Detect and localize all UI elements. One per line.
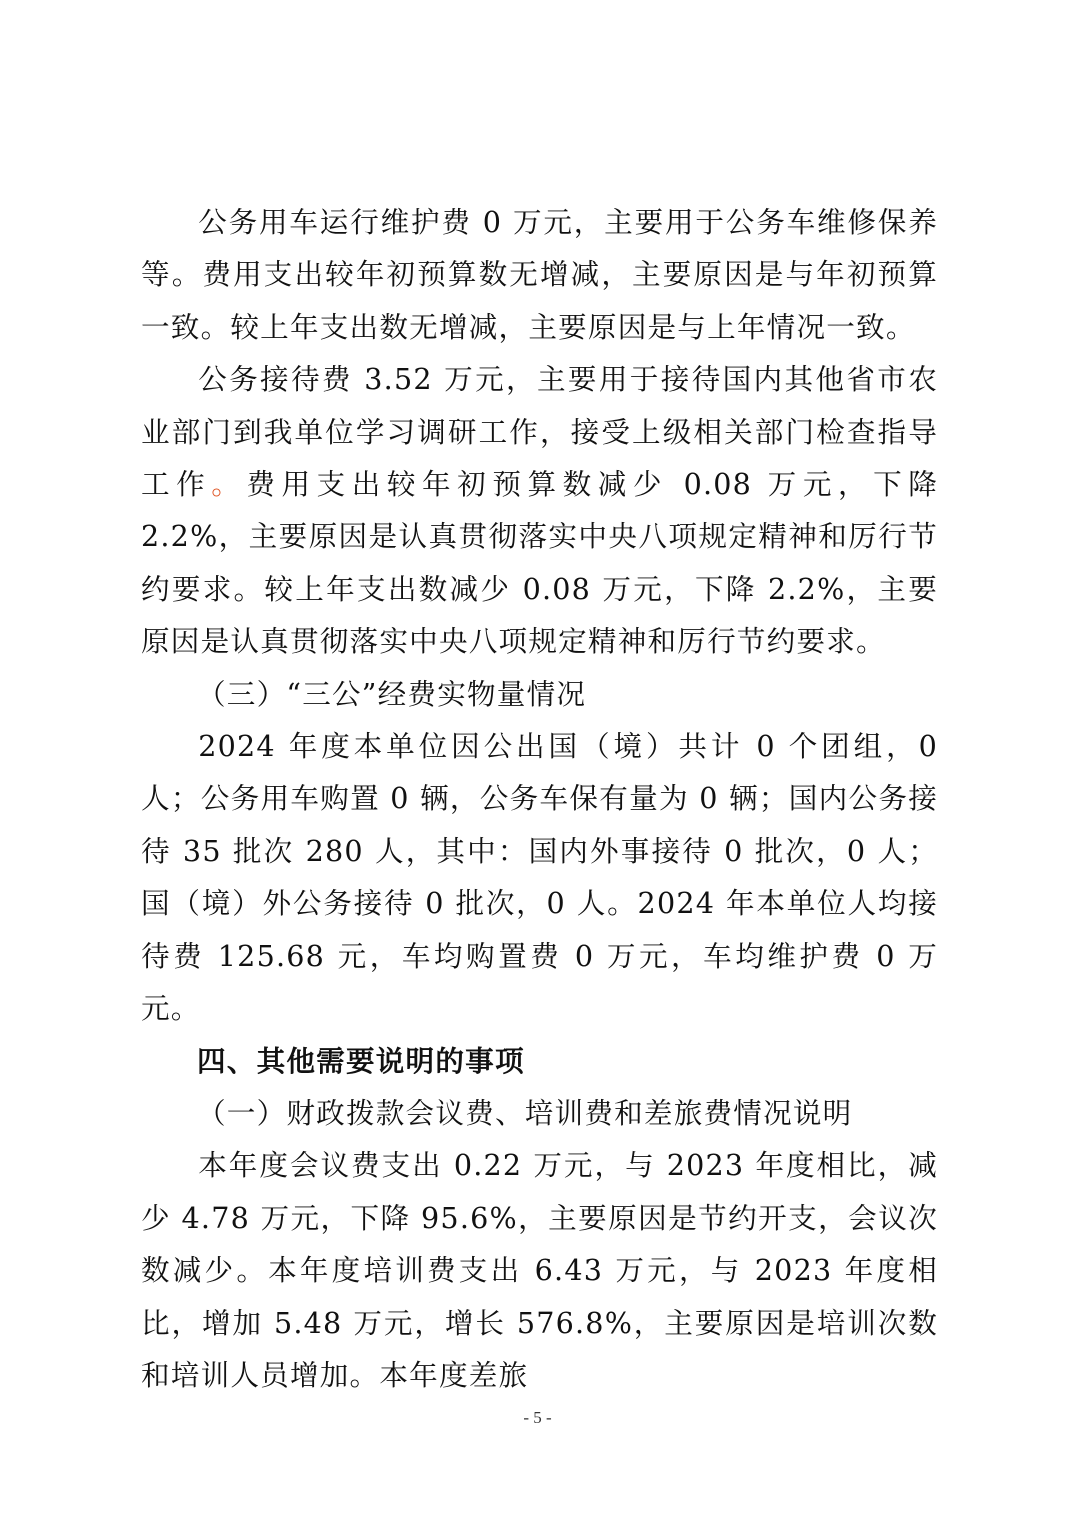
paragraph-vehicle-maintenance: 公务用车运行维护费 0 万元，主要用于公务车维修保养等。费用支出较年初预算数无增减，主要原因是与年初预算一致。较上年支出数无增减，主要原因是与上年情况一致。 xyxy=(141,205,938,344)
reception-text-part-2: 费用支出较年初预算数减少 0.08 万元，下降 2.2%，主要原因是认真贯彻落实中央八项规定精神和厉行节约要求。较上年支出数减少 0.08 万元，下降 2.2%，主要原因是认真贯彻落实中央八项规定精神和厉行节约要求。 xyxy=(141,467,938,659)
reception-text-part-1: 公务接待费 3.52 万元，主要用于接待国内其他省市农业部门到我单位学习调研工作，接受上级相关部门检查指导工作 xyxy=(141,362,938,502)
paragraph-reception-expense xyxy=(141,353,938,667)
paragraph-quantity-details: 2024 年度本单位因公出国（境）共计 0 个团组，0 人；公务用车购置 0 辆，公务车保有量为 0 辆；国内公务接待 35 批次 280 人，其中：国内外事接待 0 批次，0 人；国（境）外公务接待 0 批次，0 人。2024 年本单位人均接待费 125.68 元，车均购置费 0 万元，车均维护费 0 万元。 xyxy=(141,729,938,1026)
page-number: - 5 - xyxy=(523,1408,552,1427)
highlighted-period: 。 xyxy=(211,467,247,502)
document-body xyxy=(141,196,938,1401)
paragraph-meeting-training-travel: 本年度会议费支出 0.22 万元，与 2023 年度相比，减少 4.78 万元，下降 95.6%，主要原因是节约开支，会议次数减少。本年度培训费支出 6.43 万元，与 2023 年度相比，增加 5.48 万元，增长 576.8%，主要原因是培训次数和培训人员增加。本年度差旅 xyxy=(141,1148,938,1392)
section-heading-other-matters: 四、其他需要说明的事项 xyxy=(197,1043,525,1078)
section-heading-three-public-quantity: （三）“三公”经费实物量情况 xyxy=(197,676,587,711)
subsection-heading-meeting-training-travel: （一）财政拨款会议费、培训费和差旅费情况说明 xyxy=(197,1095,853,1130)
